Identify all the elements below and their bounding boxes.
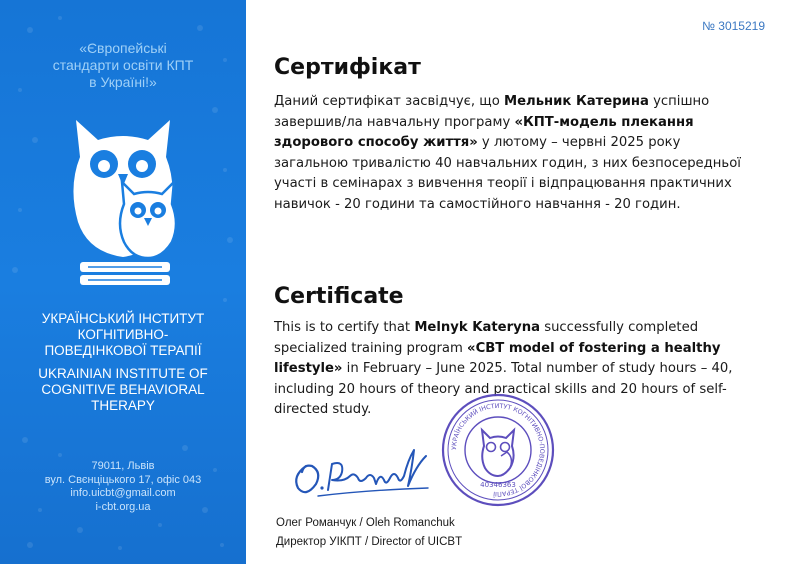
institute-name-en [0, 366, 246, 414]
institute-line: THERAPY [91, 398, 155, 413]
slogan [0, 40, 246, 91]
address-street: вул. Свєнціцького 17, офіс 043 [44, 473, 202, 486]
certificate-text-ua: Даний сертифікат засвідчує, що Мельник Катерина успішно завершив/ла навчальну програму «КПТ-модель плекання здорового способу життя» у лютому – червні 2025 року загальною тривалістю 40 навчальних годин, з них безпосередньої участі в семінарах з вивчення теорії і відпрацювання практичних навичок - 20 години та самостійного навчання - 20 годин. [274, 94, 741, 212]
institute-line: КОГНІТИВНО- [77, 327, 169, 342]
recipient-name-ua: Мельник Катерина [503, 94, 649, 109]
sidebar [0, 0, 246, 564]
contact-email: info.uicbt@gmail.com [70, 487, 176, 499]
institute-line: UKRAINIAN INSTITUTE OF [38, 366, 208, 381]
signer-name: Олег Романчук / Oleh Romanchuk [276, 517, 455, 529]
official-seal-stamp [440, 392, 556, 508]
institute-line: ПОВЕДІНКОВОЇ ТЕРАПІЇ [44, 343, 202, 358]
signature-image [288, 436, 438, 502]
signer-role: Директор УІКПТ / Director of UICBT [276, 536, 463, 548]
institute-name-ua [0, 311, 246, 359]
slogan-line: «Європейські [79, 40, 167, 56]
address-city: 79011, Львів [91, 460, 155, 472]
institute-line: УКРАЇНСЬКИЙ ІНСТИТУТ [41, 311, 205, 326]
contact-address [0, 460, 246, 514]
heading-en: Certificate [274, 284, 404, 309]
svg-text:40346363: 40346363 [480, 481, 516, 489]
recipient-name-en: Melnyk Kateryna [414, 320, 540, 335]
slogan-line: в Україні!» [89, 74, 157, 90]
contact-website: i-cbt.org.ua [95, 500, 151, 513]
institute-line: COGNITIVE BEHAVIORAL [41, 382, 205, 397]
heading-ua: Сертифікат [274, 55, 421, 80]
program-name-ua: «КПТ-модель плекання здорового способу життя» [274, 114, 694, 150]
certificate-text-en: This is to certify that Melnyk Kateryna successfully completed specialized training program «CBT model of fostering a healthy lifestyle» in February – June 2025. Total number of study hours – 40, including 20 hours of theory and practical skills and 20 hours of self- directed study. [274, 320, 733, 417]
svg-text:УКРАЇНСЬКИЙ ІНСТИТУТ КОГНІТИВН: УКРАЇНСЬКИЙ ІНСТИТУТ КОГНІТИВНО-ПОВЕДІНКОВОЇ ТЕРАПІЇ [450, 402, 546, 498]
program-name-en: «CBT model of fostering a healthy lifestyle» [274, 340, 721, 376]
slogan-line: стандарти освіти КПТ [52, 57, 194, 73]
certificate-number: № 3015219 [702, 19, 765, 33]
owl-logo-icon [58, 112, 188, 292]
